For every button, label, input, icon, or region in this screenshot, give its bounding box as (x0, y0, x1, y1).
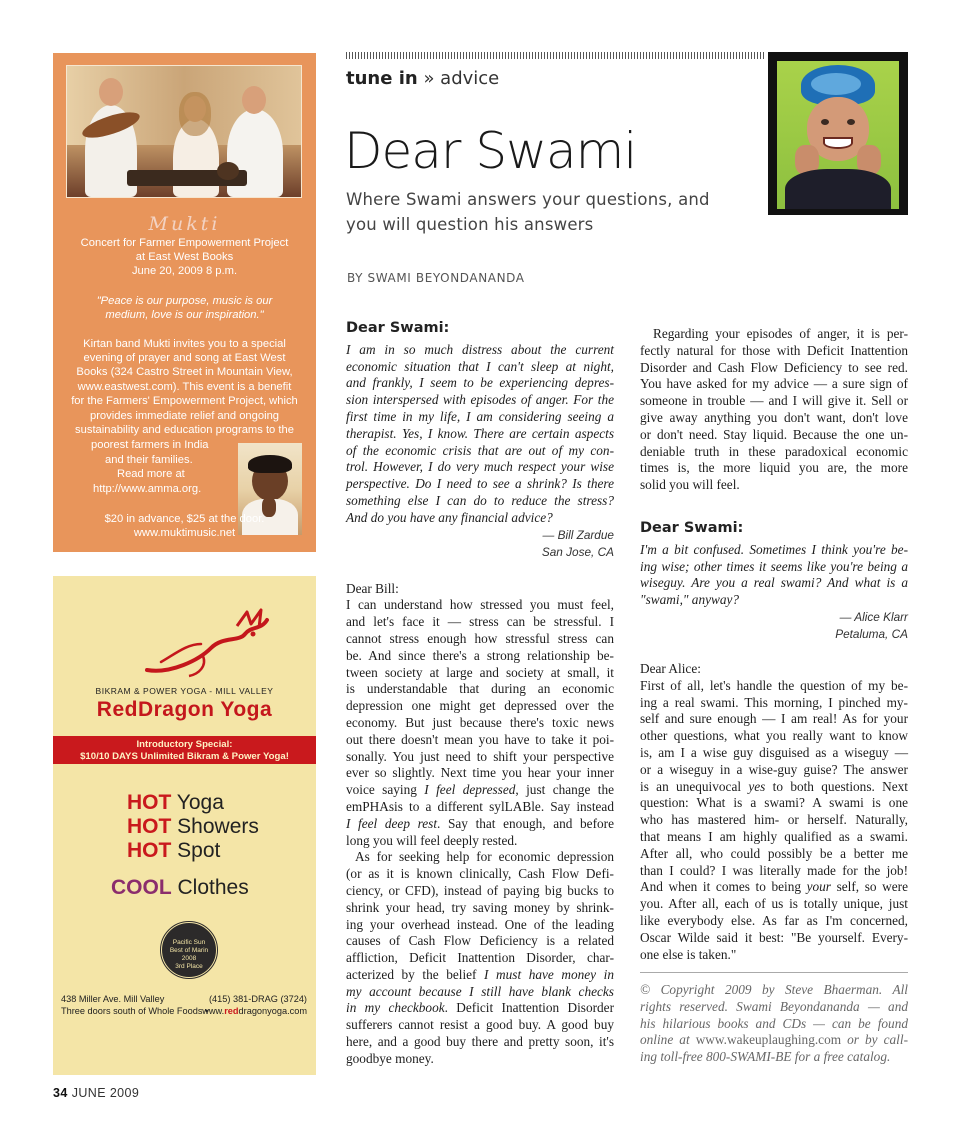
text-run: your (806, 879, 831, 895)
text-run: I feel deep rest (346, 815, 438, 831)
text-line: perspective. Do I need to see a shrink? Is there (346, 476, 614, 492)
reader-letter (640, 542, 908, 609)
text-line: (or as it is known clinically, Cash Flow Defi- (346, 866, 614, 882)
text-run: to both questions. Next (765, 778, 908, 794)
deck-line: Where Swami answers your questions, and (346, 190, 710, 209)
hot-word: HOT (127, 791, 172, 814)
text-line: Disorder and Cash Flow Deficiency to see red. (640, 359, 908, 375)
body-line: evening of prayer and song at East West (83, 352, 286, 364)
text-line: shrink your head, try saving money by shrink- (346, 899, 614, 915)
directions-line: Three doors south of Whole Foods • (61, 1005, 209, 1016)
page-number: 34 (53, 1086, 68, 1100)
text-line: Regarding your episodes of anger, it is per- (653, 326, 908, 341)
text-line: economy. But just because there's toxic news (346, 714, 614, 730)
text-line: economic situation that I can't sleep at night, (346, 358, 614, 374)
letter-location: Petaluma, CA (835, 626, 908, 641)
cool-word: COOL (111, 876, 172, 899)
text-line: causes of Cash Flow Deficiency is a related (346, 933, 614, 949)
section-name: tune in (346, 68, 418, 89)
badge-line: Pacific Sun (172, 939, 206, 946)
salutation: Dear Alice: (640, 660, 701, 676)
mukti-title: Mukti (148, 213, 221, 235)
text-run: acterized by the belief (346, 966, 485, 982)
column-right (640, 326, 908, 963)
text-line: After all, who could possibly be a better me (640, 845, 908, 861)
badge-line: 3rd Place (175, 963, 203, 970)
text-line: wiseguy. Are you a real swami? And what is a (640, 575, 908, 591)
badge-line: Best of Marin 2008 (169, 947, 209, 962)
special-label: Introductory Special: (136, 739, 233, 750)
letter-signature: — Bill Zardue (542, 527, 614, 542)
mukti-ad (53, 53, 316, 552)
read-more-label: Read more at (117, 468, 185, 480)
text-run: I feel depressed (424, 782, 516, 798)
text-line: and let's face it — stress can be stressful. I (346, 614, 614, 630)
body-line: Kirtan band Mukti invites you to a special (83, 338, 286, 350)
text-line: be. And since there's a strong relationship be- (346, 647, 614, 663)
address-block (61, 994, 209, 1017)
text-run: self, so were (830, 879, 908, 895)
text-line: "swami," anyway? (640, 592, 740, 608)
text-line: one else is taken." (640, 946, 737, 962)
text-line: solid you will feel. (640, 477, 740, 493)
text-line: someone in trouble — and I will give it. Sell or (640, 393, 908, 409)
text-run: . Deficit Inattention Disorder (444, 1000, 614, 1016)
section-label (346, 68, 499, 89)
text-line: sion interspersed with episodes of anger. For the (346, 392, 614, 408)
text-line: And do you have any financial advice? (346, 509, 553, 525)
text-line: deniable truth in these paradoxical economic (640, 443, 908, 459)
text-line: goodbye money. (346, 1050, 434, 1066)
dragon-logo (141, 604, 271, 684)
body-line: for the Farmers' Empowerment Project, which (71, 395, 298, 407)
text-line: ing a real swami. This morning, I pinched my- (640, 694, 908, 710)
body-line: and their families. (105, 454, 193, 466)
text-line: my account because I still have blank checks (346, 983, 614, 999)
text-line: You have asked for my advice — a sure sign of (640, 376, 908, 392)
quote-line: "Peace is our purpose, music is our (96, 295, 273, 307)
letter-heading: Dear Swami: (346, 320, 450, 336)
hot-showers-line (127, 815, 259, 839)
address-line: 438 Miller Ave. Mill Valley (61, 994, 165, 1004)
item-label: Clothes (177, 876, 249, 899)
text-line: therapist. Yes, I know. There are certain aspects (346, 425, 614, 441)
text-line: than I could? I was literally made for the job! (640, 862, 908, 878)
text-run: , just change the (515, 782, 614, 798)
text-line (640, 879, 908, 896)
event-line: at East West Books (135, 251, 234, 263)
text-line (346, 816, 614, 833)
red-dragon-yoga-ad (53, 576, 316, 1075)
text-line: first time in my life, I am considering seeing a (346, 408, 614, 424)
special-offer: $10/10 DAYS Unlimited Bikram & Power Yoga! (80, 751, 289, 762)
text-line: rights reserved. Swami Beyondananda — and (640, 998, 908, 1014)
item-label: Yoga (176, 791, 224, 814)
text-line: like everybody else. As far as I'm concerned, (640, 912, 908, 928)
text-line: or a wiseguy in a wise-guy guise? The answer (640, 761, 908, 777)
text-line: ing your overhead instead. One of the leading (346, 916, 614, 932)
text-run: online at (640, 1032, 696, 1048)
website-link[interactable] (202, 1006, 307, 1018)
byline: BY SWAMI BEYONDANANDA (347, 271, 525, 285)
text-line: times is, the more liquid you are, the more (640, 460, 908, 476)
cool-clothes-line (111, 876, 249, 900)
price-line: $20 in advance, $25 at the door. (104, 513, 265, 525)
subsection-name: » advice (423, 68, 500, 89)
text-line: here, and a good buy there and pretty soon, it's (346, 1034, 614, 1050)
hot-spot-line (127, 839, 220, 863)
hot-yoga-line (127, 791, 224, 815)
text-line: trol. However, I do very much respect your wise (346, 459, 614, 475)
text-run: in my checkbook (346, 1000, 445, 1016)
text-line: As for seeking help for economic depression (355, 849, 614, 865)
body-line: Books (324 Castro Street in Mountain View, (76, 366, 293, 378)
text-line: of the economic crisis that are out of my con- (346, 442, 614, 458)
text-line: sonally. You just need to shift your perspective (346, 748, 614, 764)
text-line: Oscar Wilde said it best: "Be yourself. Every- (640, 929, 908, 945)
text-line: his hilarious books and CDs — can be found (640, 1015, 908, 1031)
letter-signature: — Alice Klarr (839, 609, 908, 624)
copyright-notice (640, 982, 908, 1066)
url-part: www. (202, 1005, 225, 1016)
text-line: out there doesn't mean you have to take it poi- (346, 731, 614, 747)
text-line: © Copyright 2009 by Steve Bhaerman. All (640, 982, 908, 997)
ad-kicker: BIKRAM & POWER YOGA - MILL VALLEY (95, 686, 274, 696)
text-line: I'm a bit confused. Sometimes I think you're be- (640, 541, 908, 557)
text-line: depression one might get depressed over the (346, 698, 614, 714)
text-line: cannot stress enough how stressful stress can (346, 630, 614, 646)
text-line: I am in so much distress about the current (346, 341, 614, 357)
text-line: ing wise; other times it seems like you're being a (640, 558, 908, 574)
text-line: I can understand how stressed you must feel, (346, 597, 614, 613)
text-run: . Say that enough, and before (437, 815, 614, 831)
text-line: that means I am highly qualified as a swami. (640, 828, 908, 844)
text-run: yes (748, 778, 766, 794)
band-photo (66, 65, 302, 198)
text-line: something else I can do to reduce the stress? (346, 492, 614, 508)
decorative-rule (346, 52, 764, 59)
url-part: dragonyoga.com (238, 1005, 307, 1016)
body-line: provides immediate relief and ongoing (89, 410, 280, 422)
text-run: And when it comes to being (640, 879, 807, 895)
body-line: sustainability and education programs to the (75, 424, 294, 436)
text-line: you. After all, each of us is totally unique, just (640, 896, 908, 912)
reader-letter (346, 342, 614, 527)
text-line: other questions, what you really want to know (640, 728, 908, 744)
text-line: sufferers cannot resist a good buy. A good buy (346, 1017, 614, 1033)
divider (640, 972, 908, 973)
text-line: emPHAsis to a different sylLABle. Say instead (346, 798, 614, 814)
website-link[interactable]: www.muktimusic.net (133, 527, 236, 539)
item-label: Showers (177, 815, 259, 838)
website-link[interactable]: www.wakeuplaughing.com (695, 1032, 842, 1048)
text-line: and frankly, I seem to be experiencing depres- (346, 375, 614, 391)
text-run: I must have money in (484, 966, 614, 982)
text-line: tween society at large and society at small, it (346, 664, 614, 680)
text-run: is an unequivocal (640, 778, 749, 794)
text-line (346, 967, 614, 984)
text-line: fectly natural for those with Deficit Inattention (640, 342, 908, 358)
text-line (346, 782, 614, 799)
text-line: ing toll-free 800-SWAMI-BE for a free catalog. (640, 1049, 891, 1065)
text-line: who has mastered him- or herself. Naturally, (640, 812, 908, 828)
swami-answer (640, 661, 908, 963)
swami-answer (346, 581, 614, 1068)
page-folio (53, 1086, 139, 1100)
text-line: affliction, Deficit Inattention Disorder, char- (346, 950, 614, 966)
text-line: ciency, or CFD), instead of paying big bucks to (346, 882, 614, 898)
text-line: is understandable that during an economic (346, 681, 614, 697)
best-of-marin-badge (159, 920, 219, 980)
text-run: or by call- (841, 1032, 908, 1048)
text-line (346, 1000, 614, 1017)
text-run: voice saying (346, 782, 425, 798)
column-left (346, 320, 614, 1068)
page-title: Dear Swami (344, 122, 637, 180)
body-line: www.eastwest.com). This event is a benefit (77, 381, 292, 393)
text-line (640, 779, 908, 796)
text-line (640, 1032, 908, 1049)
amma-link[interactable]: http://www.amma.org. (93, 483, 202, 495)
text-line: self and sure enough — I am real! As for your (640, 711, 908, 727)
text-line: or don't need. Stay liquid. Because the one un- (640, 426, 908, 442)
text-line: ever so slightly. Next time you hear your inner (346, 765, 614, 781)
event-line: Concert for Farmer Empowerment Project (80, 237, 289, 249)
text-line: is, am I a wise guy disguised as a wiseguy — (640, 744, 908, 760)
ad-title: RedDragon Yoga (96, 698, 273, 721)
letter-location: San Jose, CA (541, 544, 614, 559)
issue-date: JUNE 2009 (71, 1086, 140, 1100)
hot-word: HOT (127, 815, 172, 838)
text-line: give away anything you don't want, don't love (640, 409, 908, 425)
text-line: long you will feel deeply rested. (346, 832, 518, 848)
letter-heading: Dear Swami: (640, 519, 744, 536)
body-line: poorest farmers in India (91, 439, 209, 451)
hot-word: HOT (127, 839, 172, 862)
swami-answer (640, 326, 908, 494)
contact-block (202, 994, 307, 1017)
special-banner (53, 736, 316, 764)
swami-photo (768, 52, 908, 215)
event-line: June 20, 2009 8 p.m. (131, 265, 238, 277)
url-part: red (224, 1005, 239, 1016)
deck-line: you will question his answers (346, 215, 594, 234)
phone-number[interactable]: (415) 381-DRAG (3724) (208, 994, 307, 1004)
item-label: Spot (177, 839, 221, 862)
quote-line: medium, love is our inspiration." (105, 309, 264, 321)
salutation: Dear Bill: (346, 580, 399, 596)
text-line: question: What is a swami? A swami is one (640, 795, 908, 811)
text-line: First of all, let's handle the question of my be- (640, 677, 908, 693)
